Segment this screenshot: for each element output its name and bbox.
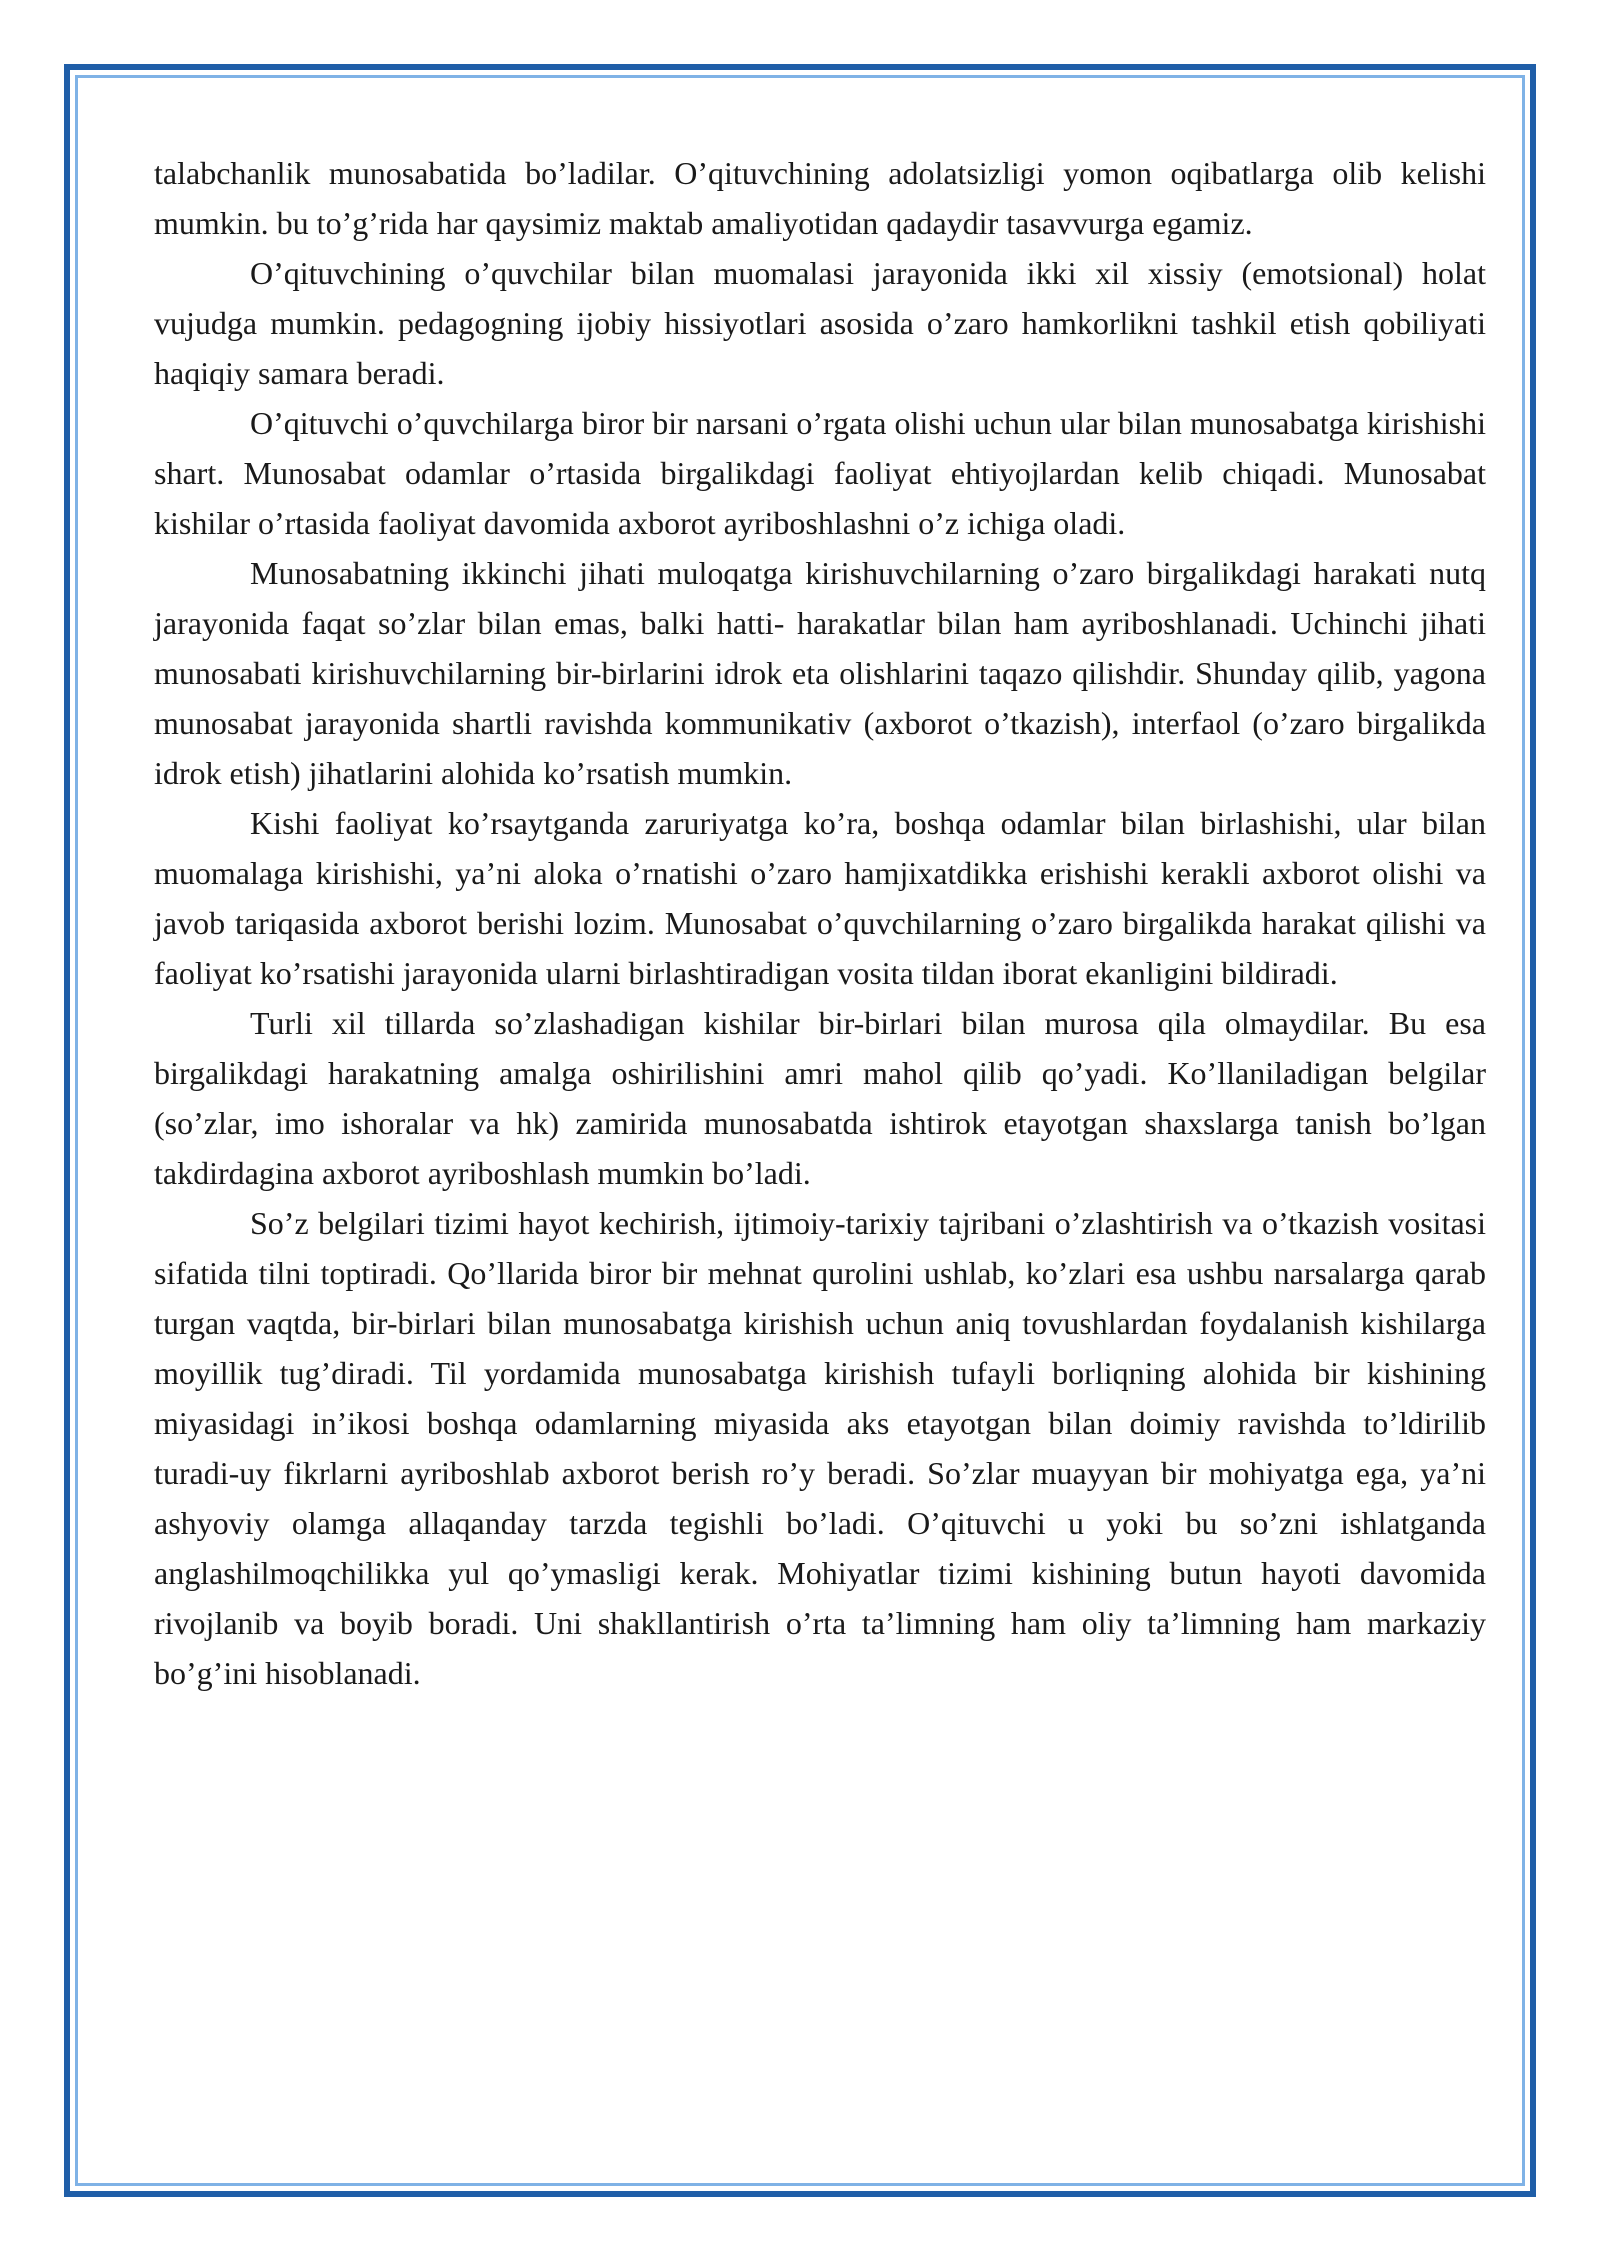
paragraph-2: O’qituvchining o’quvchilar bilan muomalasi jarayonida ikki xil xissiy (emotsional) holat vujudga mumkin. pedagogning ijobiy hissiyotlari asosida o’zaro hamkorlikni tashkil etish qobiliyati haqiqiy samara beradi. (154, 255, 1486, 391)
paragraph-5: Kishi faoliyat ko’rsaytganda zaruriyatga ko’ra, boshqa odamlar bilan birlashishi, ular bilan muomalaga kirishishi, ya’ni aloka o’rnatishi o’zaro hamjixatdikka erishishi kerakli axborot olishi va javob tariqasida axborot berishi lozim. Munosabat o’quvchilarning o’zaro birgalikda harakat qilishi va faoliyat ko’rsatishi jarayonida ularni birlashtiradigan vosita tildan iborat ekanligini bildiradi. (154, 805, 1486, 991)
document-body (154, 148, 1486, 1698)
paragraph-3: O’qituvchi o’quvchilarga biror bir narsani o’rgata olishi uchun ular bilan munosabatga kirishishi shart. Munosabat odamlar o’rtasida birgalikdagi faoliyat ehtiyojlardan kelib chiqadi. Munosabat kishilar o’rtasida faoliyat davomida axborot ayriboshlashni o’z ichiga oladi. (154, 405, 1486, 541)
paragraph-7: So’z belgilari tizimi hayot kechirish, ijtimoiy-tarixiy tajribani o’zlashtirish va o’tkazish vositasi sifatida tilni toptiradi. Qo’llarida biror bir mehnat qurolini ushlab, ko’zlari esa ushbu narsalarga qarab turgan vaqtda, bir-birlari bilan munosabatga kirishish uchun aniq tovushlardan foydalanish kishilarga moyillik tug’diradi. Til yordamida munosabatga kirishish tufayli borliqning alohida bir kishining miyasidagi in’ikosi boshqa odamlarning miyasida aks etayotgan bilan doimiy ravishda to’ldirilib turadi-uy fikrlarni ayriboshlab axborot berish ro’y beradi. So’zlar muayyan bir mohiyatga ega, ya’ni ashyoviy olamga allaqanday tarzda tegishli bo’ladi. O’qituvchi u yoki bu so’zni ishlatganda anglashilmoqchilikka yul qo’ymasligi kerak. Mohiyatlar tizimi kishining butun hayoti davomida rivojlanib va boyib boradi. Uni shakllantirish o’rta ta’limning ham oliy ta’limning ham markaziy bo’g’ini hisoblanadi. (154, 1205, 1486, 1691)
paragraph-1: talabchanlik munosabatida bo’ladilar. O’qituvchining adolatsizligi yomon oqibatlarga olib kelishi mumkin. bu to’g’rida har qaysimiz maktab amaliyotidan qadaydir tasavvurga egamiz. (154, 155, 1486, 241)
paragraph-6: Turli xil tillarda so’zlashadigan kishilar bir-birlari bilan murosa qila olmaydilar. Bu esa birgalikdagi harakatning amalga oshirilishini amri mahol qilib qo’yadi. Ko’llaniladigan belgilar (so’zlar, imo ishoralar va hk) zamirida munosabatda ishtirok etayotgan shaxslarga tanish bo’lgan takdirdagina axborot ayriboshlash mumkin bo’ladi. (154, 1005, 1486, 1191)
paragraph-4: Munosabatning ikkinchi jihati muloqatga kirishuvchilarning o’zaro birgalikdagi harakati nutq jarayonida faqat so’zlar bilan emas, balki hatti- harakatlar bilan ham ayriboshlanadi. Uchinchi jihati munosabati kirishuvchilarning bir-birlarini idrok eta olishlarini taqazo qilishdir. Shunday qilib, yagona munosabat jarayonida shartli ravishda kommunikativ (axborot o’tkazish), interfaol (o’zaro birgalikda idrok etish) jihatlarini alohida ko’rsatish mumkin. (154, 555, 1486, 791)
